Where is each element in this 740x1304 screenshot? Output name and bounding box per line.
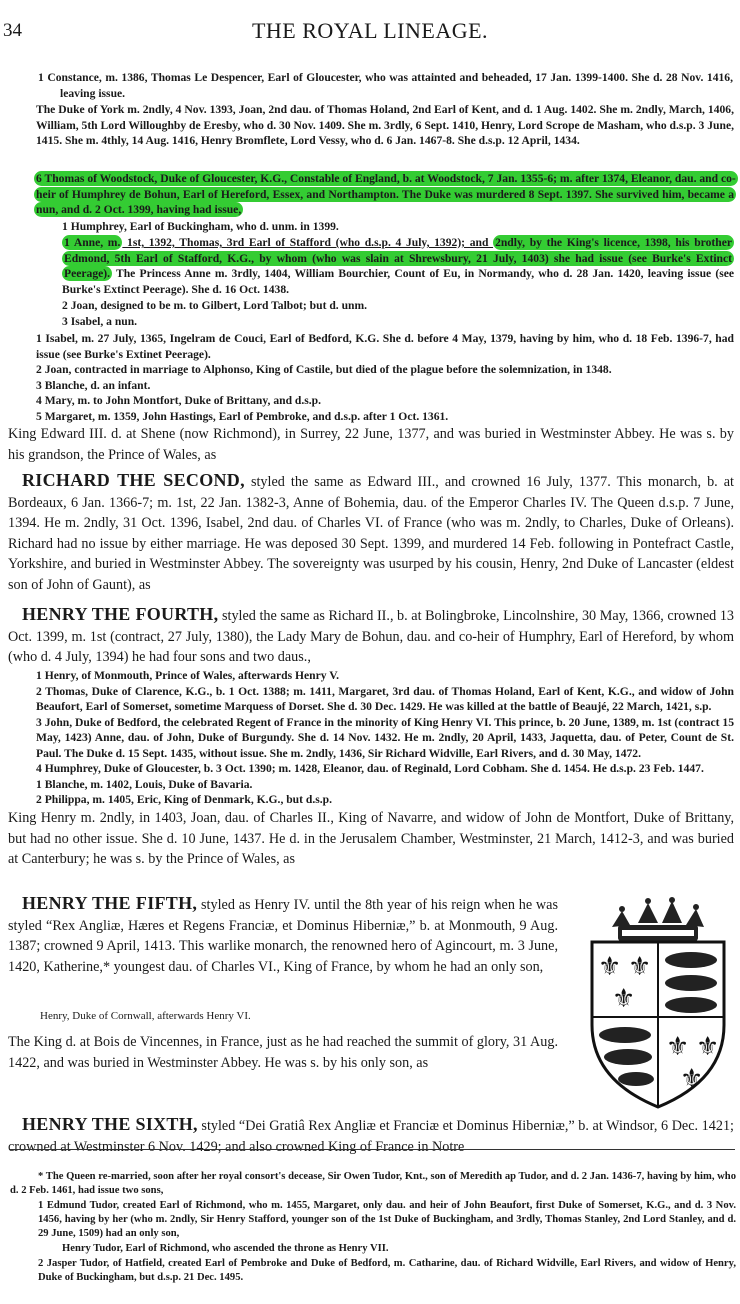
henry-v-son: Henry, Duke of Cornwall, afterwards Henry VI. <box>40 1010 251 1022</box>
list-item: 3 Blanche, d. an infant. <box>36 378 151 392</box>
entry-humphrey: 1 Humphrey, Earl of Buckingham, who d. unm. in 1399. <box>62 220 339 233</box>
duke-of-york-paragraph: The Duke of York m. 2ndly, 4 Nov. 1393, Joan, 2nd dau. of Thomas Holand, 2nd Earl of Kent, and d. 1 Aug. 1402. She m. 2ndly, March, 1406, William, 5th Lord Willoughby de Eresby, who d. 30 Nov. 1409. She m. 3rdly, 6 Sept. 1410, Henry, Lord Scrope de Masham, who d.s.p. 3 June, 1415. She m. 4thly, 14 Aug. 1416, Henry Bromflete, Lord Vessy, who d. 6 Jan. 1467-8. She d.s.p. 12 April, 1434. <box>36 103 734 147</box>
henry-vi-section <box>8 1114 734 1157</box>
footnote-edmund: 1 Edmund Tudor, created Earl of Richmond, who m. 1455, Margaret, only dau. and heir of John Beaufort, first Duke of Somerset, K.G., and d. 3 Nov. 1456, having by her (who m. 2ndly, Sir Henry Stafford, younger son of the 1st Duke of Buckingham, and 3rdly, Thomas Stanley, 2nd Lord Stanley, and d. 29 June, 1509) had an only son, <box>38 1200 736 1239</box>
list-item: 2 Thomas, Duke of Clarence, K.G., b. 1 Oct. 1388; m. 1411, Margaret, 3rd dau. of Thomas Holand, Earl of Kent, K.G., and widow of John Beaufort, Earl of Somerset, sometime Marquess of Dorset. She d. 30 Dec. 1429. He was killed at the battle of Beaujé, 22 March, 1421, s.p. <box>36 684 734 713</box>
svg-text:⚜: ⚜ <box>666 1032 690 1062</box>
list-item: 2 Philippa, m. 1405, Eric, King of Denmark, K.G., but d.s.p. <box>36 793 332 806</box>
anne-first-marriage: 1st, 1392, Thomas, 3rd Earl of Stafford (who d.s.p. 4 July, 1392); and <box>122 236 494 249</box>
highlight-anne-second: 2ndly, by the King's licence, 1398, his brother Edmond, 5th Earl of Stafford, K.G., by whom (who was slain at Shrewsbury, 21 July, 1403) she had issue (see Burke's Extinct Peerage). <box>64 236 732 280</box>
edward-daughters-list <box>36 331 734 424</box>
anne-third-marriage: The Princess Anne m. 3rdly, 1404, William Bourchier, Count of Eu, in Normandy, who d. 28 Jan. 1420, leaving issue (see Burke's Extinct Peerage). She d. 16 Oct. 1438. <box>62 267 734 296</box>
royal-coat-of-arms-icon <box>578 895 738 1110</box>
heading-henry-iv: HENRY THE FOURTH, <box>22 604 219 624</box>
henry-iv-children-list <box>36 668 734 808</box>
svg-text:⚜: ⚜ <box>680 1064 704 1094</box>
highlight-thomas: 6 Thomas of Woodstock, Duke of Gloucester, K.G., Constable of England, b. at Woodstock, 7 Jan. 1355-6; m. after 1374, Eleanor, dau. and co-heir of Humphrey de Bohun, Earl of Hereford, Essex, and Northampton. The Duke was murdered 8 Sept. 1397. She survived him, became a nun, and d. 2 Oct. 1399, having had issue, <box>36 172 736 216</box>
richard-ii-text: styled the same as Edward III., and crowned 16 July, 1377. This monarch, b. at Bordeaux, 6 Jan. 1366-7; m. 1st, 22 Jan. 1382-3, Anne of Bohemia, dau. of the Emperor Charles IV. The Queen d.s.p. 7 June, 1394. He m. 2ndly, 31 Oct. 1396, Isabel, 2nd dau. of Charles VI. of France (who was m. 2ndly, to Charles, Duke of Orleans). Richard had no issue by either marriage. He was deposed 30 Sept. 1399, and murdered 14 Feb. following in Pontefract Castle, Yorkshire, and buried in Westminster Abbey. The sovereignty was usurped by his cousin, Henry, 2nd Duke of Lancaster (eldest son of John of Gaunt), as <box>8 474 735 593</box>
list-item: 4 Humphrey, Duke of Gloucester, b. 3 Oct. 1390; m. 1428, Eleanor, dau. of Reginald, Lord Cobham. She d. 1454. He d.s.p. 23 Feb. 1447. <box>36 762 704 775</box>
list-item: 1 Henry, of Monmouth, Prince of Wales, afterwards Henry V. <box>36 669 340 682</box>
list-item: 1 Isabel, m. 27 July, 1365, Ingelram de Couci, Earl of Bedford, K.G. She d. before 4 May, 1379, having by him, who d. 18 Feb. 1396-7, had issue (see Burke's Extinet Peerage). <box>36 332 734 361</box>
footnote-divider <box>10 1149 735 1150</box>
henry-v-text: styled as Henry IV. until the 8th year of his reign when he was styled “Rex Angliæ, Hæres et Regens Franciæ, et Dominus Hiberniæ,” b. at Monmouth, 9 Aug. 1387; crowned 9 April, 1413. This warlike monarch, the renowned hero of Agincourt, m. 3 June, 1420, Katherine,* youngest dau. of Charles VI., King of France, by whom he had an only son, <box>8 897 558 975</box>
entry-joan-talbot: 2 Joan, designed to be m. to Gilbert, Lord Talbot; but d. unm. <box>62 299 368 312</box>
entry-constance: 1 Constance, m. 1386, Thomas Le Despencer, Earl of Gloucester, who was attainted and beheaded, 17 Jan. 1399-1400. She d. 28 Nov. 1416, leaving issue. <box>38 71 733 100</box>
thomas-of-woodstock-paragraph <box>34 171 736 218</box>
henry-iv-text: styled the same as Richard II., b. at Bolingbroke, Lincolnshire, 30 May, 1366, crowned 13 Oct. 1399, m. 1st (contract, 27 July, 1380), the Lady Mary de Bohun, dau. and co-heir of Humphry, Earl of Hereford, by whom (who d. 4 July, 1394) he had four sons and two daus., <box>8 608 735 666</box>
highlight-anne-start: 1 Anne, m. <box>64 236 121 249</box>
list-item: 5 Margaret, m. 1359, John Hastings, Earl of Pembroke, and d.s.p. after 1 Oct. 1361. <box>36 409 449 423</box>
list-item: 3 John, Duke of Bedford, the celebrated Regent of France in the minority of King Henry VI. This prince, b. 20 June, 1389, m. 1st (contract 15 May, 1423) Anne, dau. of John, Duke of Burgundy. She d. 14 Nov. 1432. He m. 2ndly, 20 April, 1433, Jaquetta, dau. of Peter, Count de St. Paul. The Duke d. 15 Sept. 1435, without issue. She m. 2ndly, 1436, Sir Richard Widville, Earl Rivers, and d. 30 May, 1472. <box>36 715 734 760</box>
henry-v-section <box>8 893 558 977</box>
henry-vi-text: styled “Dei Gratiâ Rex Angliæ et Franciæ et Dominus Hiberniæ,” b. at Windsor, 6 Dec. 1421; crowned at Westminster 6 Nov. 1429; and also crowned King of France in Notre <box>8 1118 734 1155</box>
svg-text:⚜: ⚜ <box>612 984 636 1014</box>
list-item: 1 Blanche, m. 1402, Louis, Duke of Bavaria. <box>36 777 253 791</box>
henry-iv-second-marriage: King Henry m. 2ndly, in 1403, Joan, dau. of Charles II., King of Navarre, and widow of John de Montfort, Duke of Brittany, but had no other issue. She d. 10 June, 1437. He d. in the Jerusalem Chamber, Westminster, 21 March, 1412-3, and was buried at Canterbury; he was s. by the Prince of Wales, as <box>8 810 734 868</box>
list-item: 4 Mary, m. to John Montfort, Duke of Brittany, and d.s.p. <box>36 394 322 407</box>
henry-v-death: The King d. at Bois de Vincennes, in France, just as he had reached the summit of glory, 31 Aug. 1422, and was buried in Westminster Abbey. He was s. by his only son, as <box>8 1034 558 1071</box>
heading-henry-v: HENRY THE FIFTH, <box>22 893 198 913</box>
svg-text:⚜: ⚜ <box>598 952 622 982</box>
svg-text:⚜: ⚜ <box>628 952 652 982</box>
heading-richard-ii: RICHARD THE SECOND, <box>22 470 245 490</box>
footnote-jasper: 2 Jasper Tudor, of Hatfield, created Earl of Pembroke and Duke of Bedford, m. Catharine, dau. of Richard Widville, Earl Rivers, and widow of Henry, Duke of Buckingham, but d.s.p. 21 Dec. 1495. <box>38 1258 736 1283</box>
entry-isabel-nun: 3 Isabel, a nun. <box>62 315 138 328</box>
page-header <box>0 8 740 43</box>
edward-death-paragraph: King Edward III. d. at Shene (now Richmond), in Surrey, 22 June, 1377, and was buried in Westminster Abbey. He was s. by his grandson, the Prince of Wales, as <box>8 426 734 463</box>
page-number: 34 <box>3 20 22 41</box>
entry-anne <box>62 235 734 297</box>
footnote-henry-tudor: Henry Tudor, Earl of Richmond, who ascended the throne as Henry VII. <box>62 1243 389 1254</box>
running-title: THE ROYAL LINEAGE. <box>251 18 489 43</box>
footnote-main: * The Queen re-married, soon after her royal consort's decease, Sir Owen Tudor, Knt., son of Meredith ap Tudor, and d. 2 Jan. 1436-7, having by him, who d. 2 Feb. 1461, had issue two sons, <box>10 1171 736 1196</box>
richard-ii-section <box>8 470 734 596</box>
svg-text:⚜: ⚜ <box>696 1032 720 1062</box>
henry-iv-section <box>8 604 734 668</box>
list-item: 2 Joan, contracted in marriage to Alphonso, King of Castile, but died of the plague before the solemnization, in 1348. <box>36 363 612 376</box>
heading-henry-vi: HENRY THE SIXTH, <box>22 1114 198 1134</box>
